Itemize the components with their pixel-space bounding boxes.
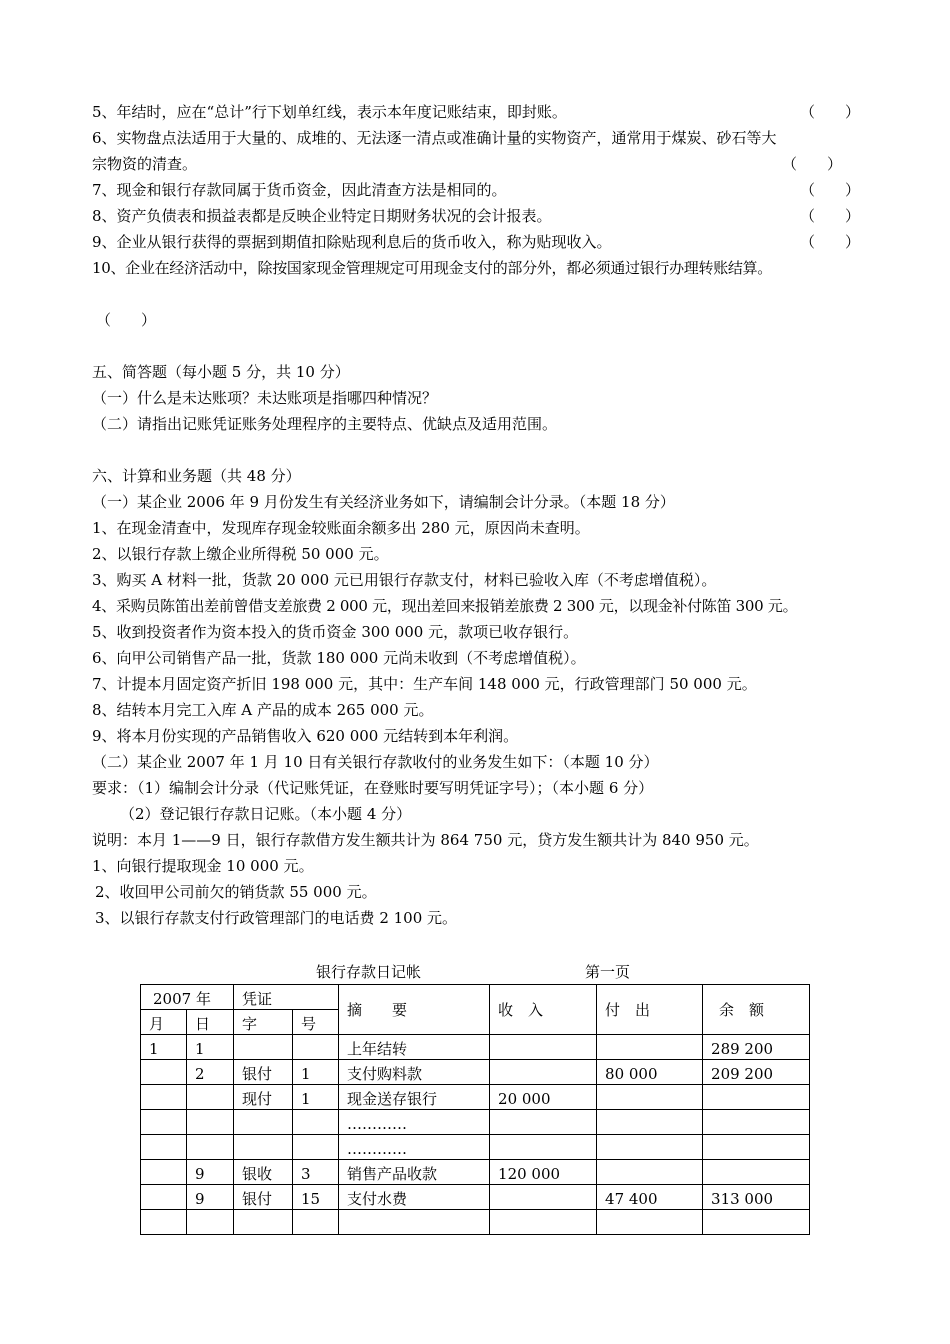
part1-item-3: 3、购买 A 材料一批，货款 20 000 元已用银行存款支付，材料已验收入库（不考虑增值税）。	[92, 571, 717, 589]
part1-item-1: 1、在现金清查中，发现库存现金较账面余额多出 280 元，原因尚未查明。	[92, 519, 590, 537]
cell-day: 1	[187, 1035, 234, 1060]
cell-payment	[597, 1035, 703, 1060]
part2-intro: （二）某企业 2007 年 1 月 10 日有关银行存款收付的业务发生如下：（本题 10 分）	[92, 753, 659, 771]
cell-day	[187, 1210, 234, 1235]
part2-item-2: 2、收回甲公司前欠的销货款 55 000 元。	[95, 883, 377, 901]
cell-voucher-kind	[234, 1035, 293, 1060]
part1-item-8: 8、结转本月完工入库 A 产品的成本 265 000 元。	[92, 701, 434, 719]
cell-month	[141, 1085, 187, 1110]
cell-income	[490, 1110, 597, 1135]
cell-payment: 80 000	[597, 1060, 703, 1085]
header-balance: 余 额	[703, 985, 810, 1035]
cell-balance: 289 200	[703, 1035, 810, 1060]
cell-day: 9	[187, 1185, 234, 1210]
requirement-1: 要求：（1）编制会计分录（代记账凭证，在登账时要写明凭证字号）；（本小题 6 分）	[92, 779, 654, 797]
cell-balance: 313 000	[703, 1185, 810, 1210]
short-answer-q1: （一）什么是未达账项？未达账项是指哪四种情况？	[92, 389, 438, 407]
cell-balance	[703, 1210, 810, 1235]
cell-payment	[597, 1160, 703, 1185]
table-header-row	[141, 985, 810, 1010]
cell-voucher-kind: 现付	[234, 1085, 293, 1110]
cell-summary	[339, 1210, 490, 1235]
part1-intro: （一）某企业 2006 年 9 月份发生有关经济业务如下，请编制会计分录。（本题 18 分）	[92, 493, 675, 511]
question-7: 7、现金和银行存款同属于货币资金，因此清查方法是相同的。	[92, 181, 507, 199]
cell-day	[187, 1085, 234, 1110]
answer-bracket-10: （ ）	[96, 311, 157, 329]
cell-balance	[703, 1085, 810, 1110]
cell-summary: 支付水费	[339, 1185, 490, 1210]
cell-income	[490, 1210, 597, 1235]
question-6: 6、实物盘点法适用于大量的、成堆的、无法逐一清点或准确计量的实物资产，通常用于煤炭、砂石等大	[92, 129, 777, 147]
part1-item-5: 5、收到投资者作为资本投入的货币资金 300 000 元，款项已收存银行。	[92, 623, 579, 641]
cell-voucher-number: 1	[293, 1060, 339, 1085]
cell-voucher-kind	[234, 1135, 293, 1160]
cell-summary: …………	[339, 1135, 490, 1160]
header-income: 收 入	[490, 985, 597, 1035]
table-body	[141, 1035, 810, 1235]
cell-voucher-kind: 银付	[234, 1060, 293, 1085]
cell-payment	[597, 1085, 703, 1110]
header-voucher-number: 号	[293, 1010, 339, 1035]
bank-deposit-journal-table	[140, 984, 810, 1235]
cell-income	[490, 1185, 597, 1210]
cell-payment: 47 400	[597, 1185, 703, 1210]
cell-day	[187, 1135, 234, 1160]
part1-item-2: 2、以银行存款上缴企业所得税 50 000 元。	[92, 545, 389, 563]
header-day: 日	[187, 1010, 234, 1035]
answer-bracket-9: （ ）	[800, 233, 861, 251]
cell-voucher-number: 15	[293, 1185, 339, 1210]
cell-summary: 现金送存银行	[339, 1085, 490, 1110]
cell-day	[187, 1110, 234, 1135]
cell-month: 1	[141, 1035, 187, 1060]
header-year: 2007 年	[141, 985, 234, 1010]
table-row	[141, 1060, 810, 1085]
explanation-note: 说明：本月 1——9 日，银行存款借方发生额共计为 864 750 元，贷方发生额共计为 840 950 元。	[92, 831, 759, 849]
cell-voucher-number: 1	[293, 1085, 339, 1110]
cell-voucher-kind	[234, 1210, 293, 1235]
cell-balance	[703, 1135, 810, 1160]
answer-bracket-6: （ ）	[782, 155, 843, 173]
cell-income	[490, 1035, 597, 1060]
cell-balance	[703, 1160, 810, 1185]
answer-bracket-8: （ ）	[800, 207, 861, 225]
cell-income: 20 000	[490, 1085, 597, 1110]
cell-summary: 销售产品收款	[339, 1160, 490, 1185]
cell-month	[141, 1110, 187, 1135]
header-voucher-kind: 字	[234, 1010, 293, 1035]
cell-income	[490, 1135, 597, 1160]
part2-item-1: 1、向银行提取现金 10 000 元。	[92, 857, 314, 875]
table-row	[141, 1160, 810, 1185]
part1-item-9: 9、将本月份实现的产品销售收入 620 000 元结转到本年利润。	[92, 727, 519, 745]
cell-month	[141, 1135, 187, 1160]
cell-month	[141, 1060, 187, 1085]
table-row	[141, 1035, 810, 1060]
cell-month	[141, 1160, 187, 1185]
table-row	[141, 1210, 810, 1235]
cell-day: 2	[187, 1060, 234, 1085]
cell-payment	[597, 1210, 703, 1235]
part1-item-4: 4、采购员陈笛出差前曾借支差旅费 2 000 元，现出差回来报销差旅费 2 300 元，以现金补付陈笛 300 元。	[92, 597, 798, 615]
question-10: 10、企业在经济活动中，除按国家现金管理规定可用现金支付的部分外，都必须通过银行办理转账结算。	[92, 259, 772, 277]
cell-summary: 支付购料款	[339, 1060, 490, 1085]
table-row	[141, 1085, 810, 1110]
cell-voucher-number	[293, 1110, 339, 1135]
requirement-2: （2）登记银行存款日记账。（本小题 4 分）	[120, 805, 412, 823]
cell-summary: …………	[339, 1110, 490, 1135]
ledger-page-number: 第一页	[585, 963, 631, 981]
section-five-heading: 五、简答题（每小题 5 分，共 10 分）	[92, 363, 350, 381]
answer-bracket-5: （ ）	[800, 103, 861, 121]
table-row	[141, 1185, 810, 1210]
cell-summary: 上年结转	[339, 1035, 490, 1060]
cell-income: 120 000	[490, 1160, 597, 1185]
cell-voucher-kind: 银付	[234, 1185, 293, 1210]
cell-payment	[597, 1135, 703, 1160]
cell-month	[141, 1185, 187, 1210]
cell-voucher-number	[293, 1035, 339, 1060]
question-5: 5、年结时，应在“总计”行下划单红线，表示本年度记账结束，即封账。	[92, 103, 567, 121]
short-answer-q2: （二）请指出记账凭证账务处理程序的主要特点、优缺点及适用范围。	[92, 415, 558, 433]
cell-voucher-kind: 银收	[234, 1160, 293, 1185]
cell-voucher-kind	[234, 1110, 293, 1135]
cell-income	[490, 1060, 597, 1085]
cell-voucher-number	[293, 1135, 339, 1160]
cell-voucher-number: 3	[293, 1160, 339, 1185]
question-8: 8、资产负债表和损益表都是反映企业特定日期财务状况的会计报表。	[92, 207, 552, 225]
cell-balance: 209 200	[703, 1060, 810, 1085]
answer-bracket-7: （ ）	[800, 181, 861, 199]
question-6-continued: 宗物资的清查。	[92, 155, 198, 173]
cell-day: 9	[187, 1160, 234, 1185]
ledger-title: 银行存款日记帐	[316, 963, 422, 981]
header-month: 月	[141, 1010, 187, 1035]
question-9: 9、企业从银行获得的票据到期值扣除贴现利息后的货币收入，称为贴现收入。	[92, 233, 612, 251]
cell-balance	[703, 1110, 810, 1135]
cell-payment	[597, 1110, 703, 1135]
header-voucher: 凭证	[234, 985, 339, 1010]
cell-voucher-number	[293, 1210, 339, 1235]
header-payment: 付 出	[597, 985, 703, 1035]
part1-item-7: 7、计提本月固定资产折旧 198 000 元，其中：生产车间 148 000 元，行政管理部门 50 000 元。	[92, 675, 757, 693]
part2-item-3: 3、以银行存款支付行政管理部门的电话费 2 100 元。	[95, 909, 458, 927]
header-summary: 摘 要	[339, 985, 490, 1035]
table-row	[141, 1135, 810, 1160]
part1-item-6: 6、向甲公司销售产品一批，货款 180 000 元尚未收到（不考虑增值税）。	[92, 649, 586, 667]
table-row	[141, 1110, 810, 1135]
cell-month	[141, 1210, 187, 1235]
section-six-heading: 六、计算和业务题（共 48 分）	[92, 467, 301, 485]
